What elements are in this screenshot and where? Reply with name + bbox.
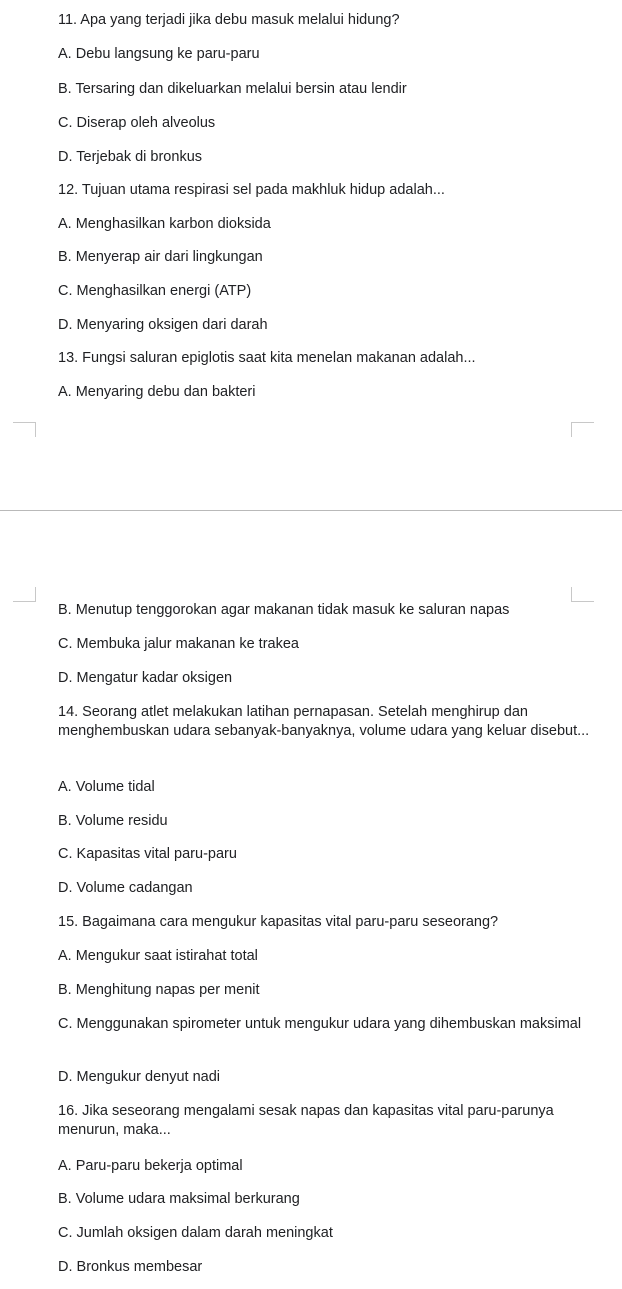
page-divider [0, 510, 622, 511]
page-1-corner-marker-right [571, 422, 594, 437]
question-12: 12. Tujuan utama respirasi sel pada makhluk hidup adalah... [58, 182, 445, 198]
q13-option-a: A. Menyaring debu dan bakteri [58, 384, 256, 400]
question-14: 14. Seorang atlet melakukan latihan pernapasan. Setelah menghirup dan menghembuskan udara sebanyak-banyaknya, volume udara yang keluar disebut... [58, 704, 590, 739]
page-1-corner-marker-left [13, 422, 36, 437]
q16-option-d: D. Bronkus membesar [58, 1259, 203, 1275]
q13-option-d: D. Mengatur kadar oksigen [58, 670, 233, 686]
q14-option-a: A. Volume tidal [58, 779, 155, 795]
question-11: 11. Apa yang terjadi jika debu masuk melalui hidung? [58, 12, 400, 28]
q12-option-a: A. Menghasilkan karbon dioksida [58, 216, 271, 232]
question-15: 15. Bagaimana cara mengukur kapasitas vital paru-paru seseorang? [58, 914, 499, 930]
q14-option-d: D. Volume cadangan [58, 880, 193, 896]
q12-option-b: B. Menyerap air dari lingkungan [58, 249, 263, 265]
q16-option-c: C. Jumlah oksigen dalam darah meningkat [58, 1225, 333, 1241]
question-13: 13. Fungsi saluran epiglotis saat kita menelan makanan adalah... [58, 350, 476, 366]
q11-option-a: A. Debu langsung ke paru-paru [58, 46, 260, 62]
question-16: 16. Jika seseorang mengalami sesak napas dan kapasitas vital paru-parunya menurun, maka... [58, 1103, 554, 1138]
q15-option-b: B. Menghitung napas per menit [58, 982, 260, 998]
q15-option-d: D. Mengukur denyut nadi [58, 1069, 221, 1085]
page-2-corner-marker-left [13, 587, 36, 602]
q12-option-d: D. Menyaring oksigen dari darah [58, 317, 268, 333]
q14-option-c: C. Kapasitas vital paru-paru [58, 846, 237, 862]
q12-option-c: C. Menghasilkan energi (ATP) [58, 283, 252, 299]
page-2-corner-marker-right [571, 587, 594, 602]
q13-option-c: C. Membuka jalur makanan ke trakea [58, 636, 299, 652]
q14-option-b: B. Volume residu [58, 813, 168, 829]
q11-option-c: C. Diserap oleh alveolus [58, 115, 216, 131]
q11-option-d: D. Terjebak di bronkus [58, 149, 203, 165]
q16-option-b: B. Volume udara maksimal berkurang [58, 1191, 300, 1207]
q13-option-b: B. Menutup tenggorokan agar makanan tidak masuk ke saluran napas [58, 602, 510, 618]
q11-option-b: B. Tersaring dan dikeluarkan melalui bersin atau lendir [58, 81, 407, 97]
q15-option-c: C. Menggunakan spirometer untuk mengukur udara yang dihembuskan maksimal [58, 1016, 582, 1032]
q15-option-a: A. Mengukur saat istirahat total [58, 948, 258, 964]
q16-option-a: A. Paru-paru bekerja optimal [58, 1158, 243, 1174]
